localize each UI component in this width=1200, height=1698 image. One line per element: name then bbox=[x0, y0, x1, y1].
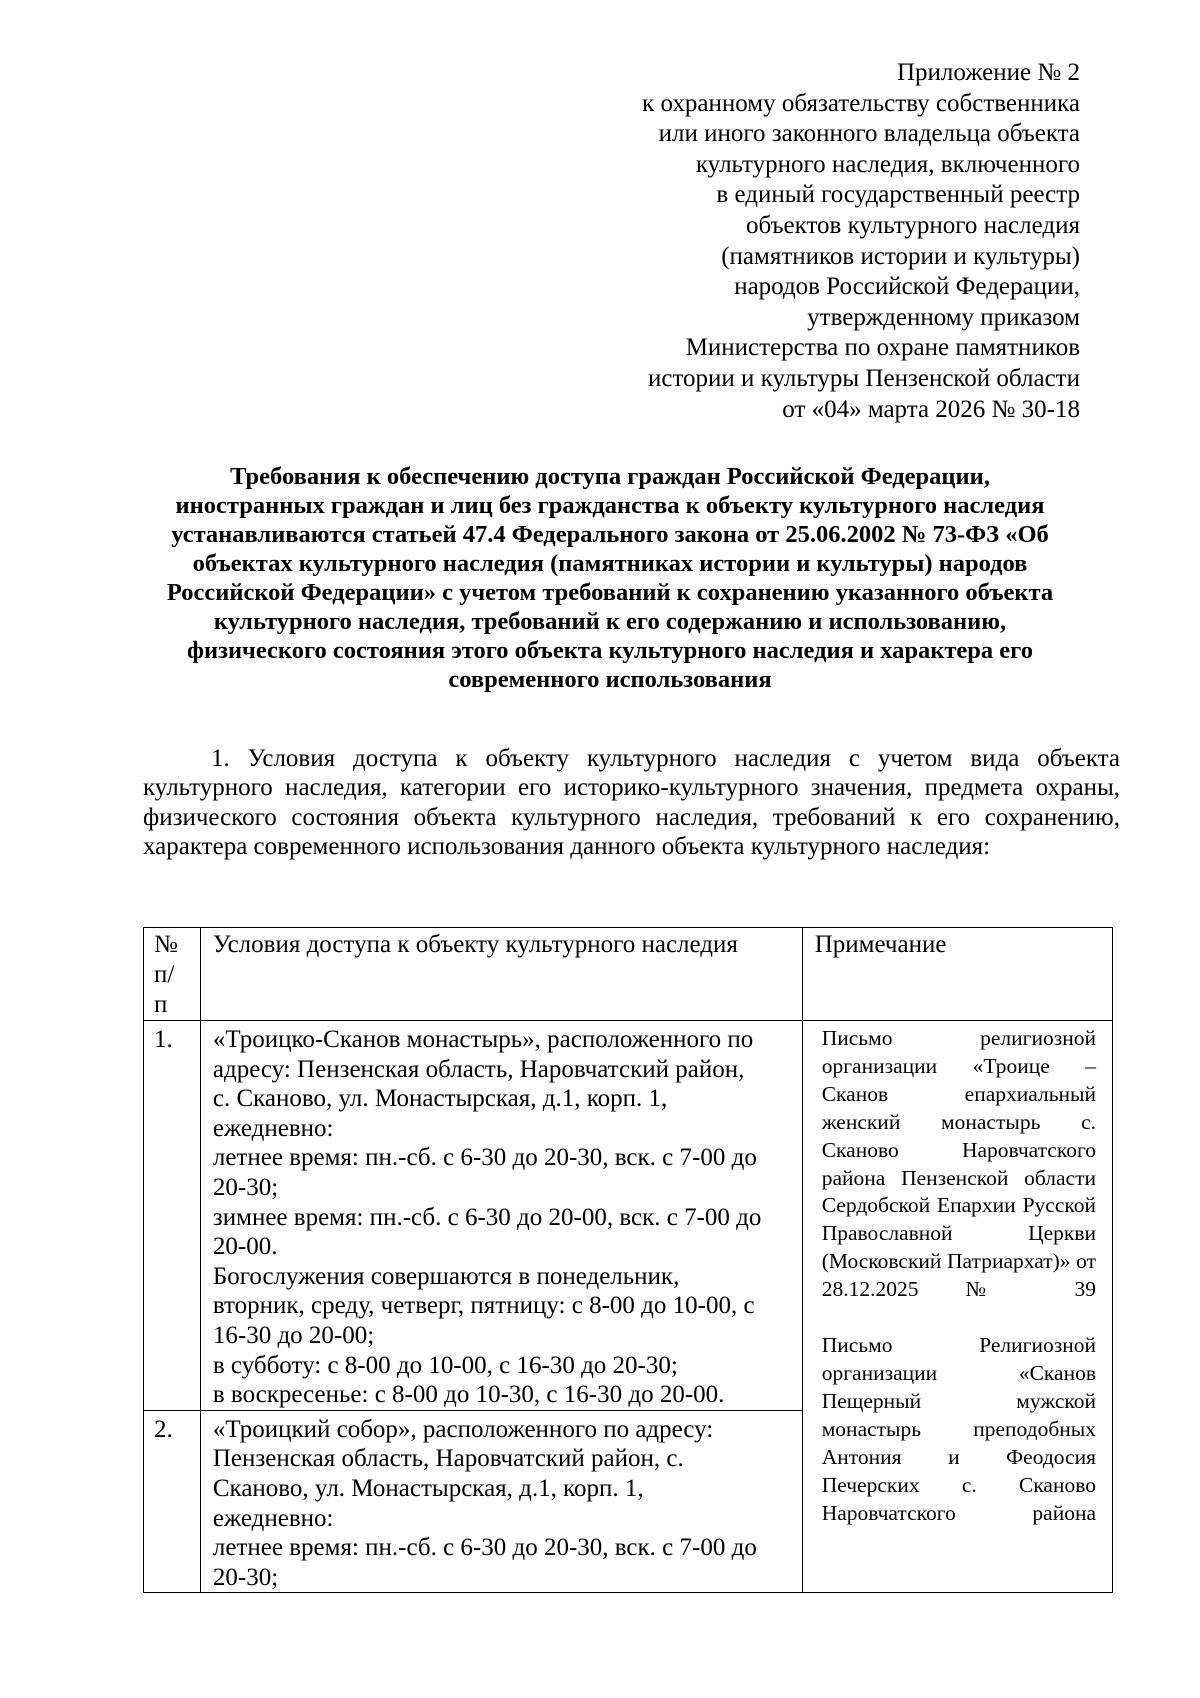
header-conditions: Условия доступа к объекту культурного наследия bbox=[212, 931, 738, 958]
title-line: физического состояния этого объекта культурного наследия и характера его bbox=[187, 637, 1033, 664]
appendix-line: к охранному обязательству собственника bbox=[642, 89, 1080, 117]
row-line: ежедневно: bbox=[212, 1114, 334, 1142]
row-line: с. Сканово, ул. Монастырская, д.1, корп. 1, bbox=[212, 1085, 668, 1113]
title-line: современного использования bbox=[448, 666, 772, 693]
document-title bbox=[140, 462, 1080, 694]
appendix-line: Приложение № 2 bbox=[896, 59, 1080, 86]
appendix-header bbox=[520, 58, 1080, 425]
row-conditions-cell bbox=[200, 1021, 802, 1411]
row-num-cell bbox=[144, 1021, 201, 1411]
appendix-line: утвержденному приказом bbox=[807, 303, 1080, 331]
appendix-line: объектов культурного наследия bbox=[746, 211, 1080, 239]
row-line: вторник, среду, четверг, пятницу: с 8-00 до 10-00, с bbox=[212, 1292, 755, 1320]
row-line: 20-00. bbox=[212, 1233, 278, 1261]
row-line: 16-30 до 20-00; bbox=[212, 1321, 375, 1349]
appendix-line: или иного законного владельца объекта bbox=[658, 120, 1080, 148]
row-line: летнее время: пн.-сб. с 6-30 до 20-30, вск. с 7-00 до bbox=[212, 1144, 757, 1172]
header-num-line: п/ bbox=[154, 961, 175, 988]
header-note: Примечание bbox=[814, 931, 947, 958]
appendix-line: от «04» марта 2026 № 30-18 bbox=[782, 395, 1080, 423]
table-row bbox=[144, 1021, 1113, 1411]
row-line: адресу: Пензенская область, Наровчатский район, bbox=[212, 1055, 745, 1083]
row-line: летнее время: пн.-сб. с 6-30 до 20-30, вск. с 7-00 до bbox=[212, 1534, 757, 1562]
appendix-line: (памятников истории и культуры) bbox=[721, 242, 1080, 270]
row-line: в субботу: с 8-00 до 10-00, с 16-30 до 20-30; bbox=[212, 1351, 678, 1379]
title-line: устанавливаются статьей 47.4 Федерального закона от 25.06.2002 № 73-ФЗ «Об bbox=[171, 521, 1049, 548]
header-note-cell bbox=[802, 928, 1112, 1021]
note-letter-2: Письмо Религиозной организации «Сканов Пещерный мужской монастырь преподобных Антония и Феодосия Печерских с. Сканово Наровчатского района bbox=[821, 1333, 1096, 1525]
row-line: Сканово, ул. Монастырская, д.1, корп. 1, bbox=[212, 1474, 644, 1502]
row-num: 2. bbox=[154, 1415, 173, 1443]
row-line: «Троицко-Сканов монастырь», расположенного по bbox=[212, 1026, 754, 1053]
row-line: Пензенская область, Наровчатский район, с. bbox=[212, 1445, 684, 1473]
row-line: ежедневно: bbox=[212, 1504, 334, 1532]
row-line: Богослужения совершаются в понедельник, bbox=[212, 1262, 680, 1290]
row-num: 1. bbox=[154, 1026, 173, 1053]
title-line: культурного наследия, требований к его содержанию и использованию, bbox=[213, 608, 1007, 635]
table-header-row bbox=[144, 928, 1113, 1021]
row-line: зимнее время: пн.-сб. с 6-30 до 20-00, вск. с 7-00 до bbox=[212, 1203, 762, 1231]
title-line: иностранных граждан и лиц без гражданства к объекту культурного наследия bbox=[175, 492, 1045, 519]
title-line: Требования к обеспечению доступа граждан Российской Федерации, bbox=[230, 463, 990, 490]
note-letter-1: Письмо религиозной организации «Троице – Сканов епархиальный женский монастырь с. Сканово Наровчатского района Пензенской области Сердобской Епархии Русской Православной Церкви (Московский Патриархат)» от 28.12.2025 № 39 bbox=[821, 1026, 1096, 1302]
header-num-line: № bbox=[154, 931, 178, 958]
header-conditions-cell bbox=[200, 928, 802, 1021]
appendix-line: в единый государственный реестр bbox=[716, 181, 1080, 209]
appendix-line: истории и культуры Пензенской области bbox=[647, 364, 1080, 392]
row-line: в воскресенье: с 8-00 до 10-30, с 16-30 до 20-00. bbox=[212, 1381, 725, 1409]
row-line: 20-30; bbox=[212, 1563, 279, 1591]
header-num-cell bbox=[144, 928, 201, 1021]
appendix-line: культурного наследия, включенного bbox=[695, 150, 1080, 178]
header-num-line: п bbox=[154, 991, 168, 1018]
title-line: объектах культурного наследия (памятниках истории и культуры) народов bbox=[192, 550, 1028, 577]
appendix-line: Министерства по охране памятников bbox=[685, 334, 1080, 362]
row-conditions-cell bbox=[200, 1410, 802, 1593]
title-line: Российской Федерации» с учетом требований к сохранению указанного объекта bbox=[166, 579, 1054, 606]
access-conditions-table bbox=[143, 927, 1113, 1593]
row-num-cell bbox=[144, 1410, 201, 1593]
row-note-cell bbox=[802, 1021, 1112, 1593]
row-line: «Троицкий собор», расположенного по адресу: bbox=[212, 1415, 714, 1443]
row-line: 20-30; bbox=[212, 1173, 279, 1201]
section-paragraph: 1. Условия доступа к объекту культурного наследия с учетом вида объекта культурного наследия, категории его историко-культурного значения, предмета охраны, физического состояния объекта культурного наследия, требований к его сохранению, характера современного использования данного объекта культурного наследия: bbox=[143, 745, 1120, 861]
appendix-line: народов Российской Федерации, bbox=[734, 273, 1080, 301]
